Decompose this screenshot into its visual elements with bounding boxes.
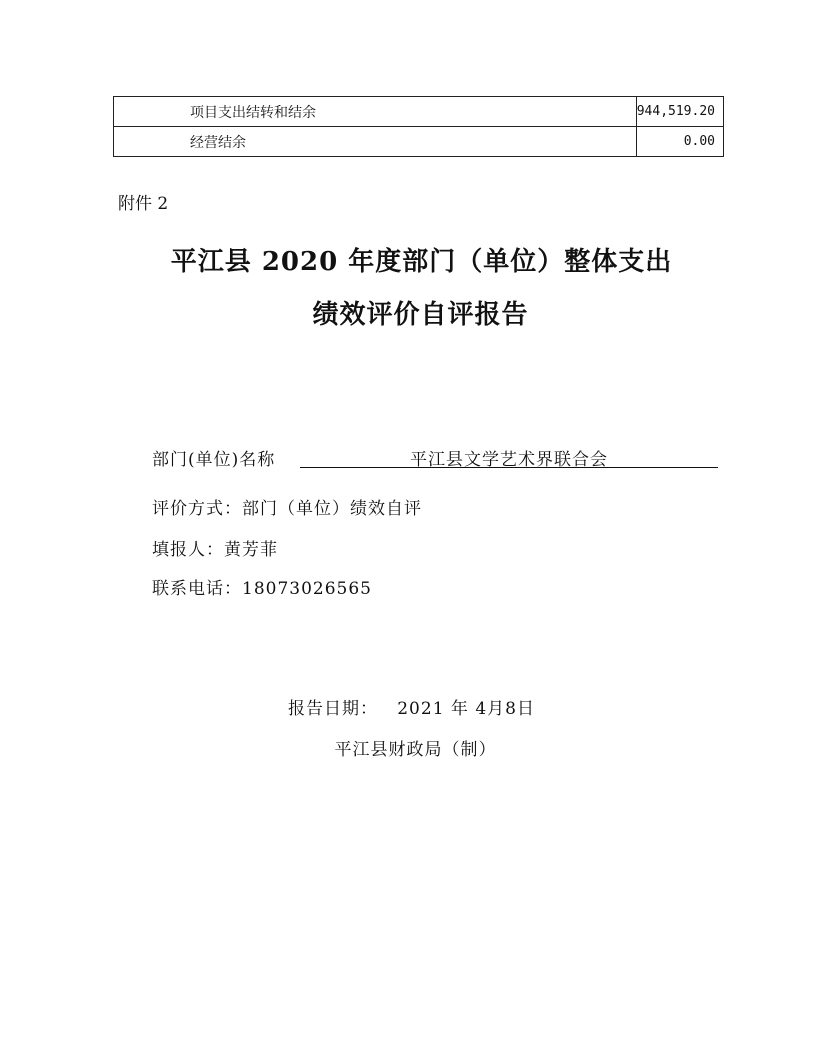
row-label: 项目支出结转和结余 bbox=[114, 97, 637, 127]
budget-table bbox=[113, 96, 724, 157]
dept-name-label: 部门(单位)名称 bbox=[152, 450, 276, 470]
evaluation-method: 评价方式：部门（单位）绩效自评 bbox=[152, 499, 422, 519]
table-row bbox=[114, 97, 724, 127]
report-title-line2: 绩效评价自评报告 bbox=[312, 300, 529, 330]
row-value: 944,519.20 bbox=[636, 97, 723, 127]
issuer: 平江县财政局（制） bbox=[334, 740, 497, 760]
filler-name: 填报人：黄芳菲 bbox=[152, 540, 278, 560]
report-title-line1: 平江县 2020 年度部门（单位）整体支出 bbox=[170, 247, 673, 277]
table-row bbox=[114, 127, 724, 157]
attachment-label: 附件 2 bbox=[118, 194, 169, 214]
row-label: 经营结余 bbox=[114, 127, 637, 157]
row-value: 0.00 bbox=[636, 127, 723, 157]
dept-name-value: 平江县文学艺术界联合会 bbox=[300, 445, 718, 468]
report-date: 报告日期： 2021 年 4月8日 bbox=[288, 699, 535, 719]
contact-phone: 联系电话：18073026565 bbox=[152, 579, 372, 599]
